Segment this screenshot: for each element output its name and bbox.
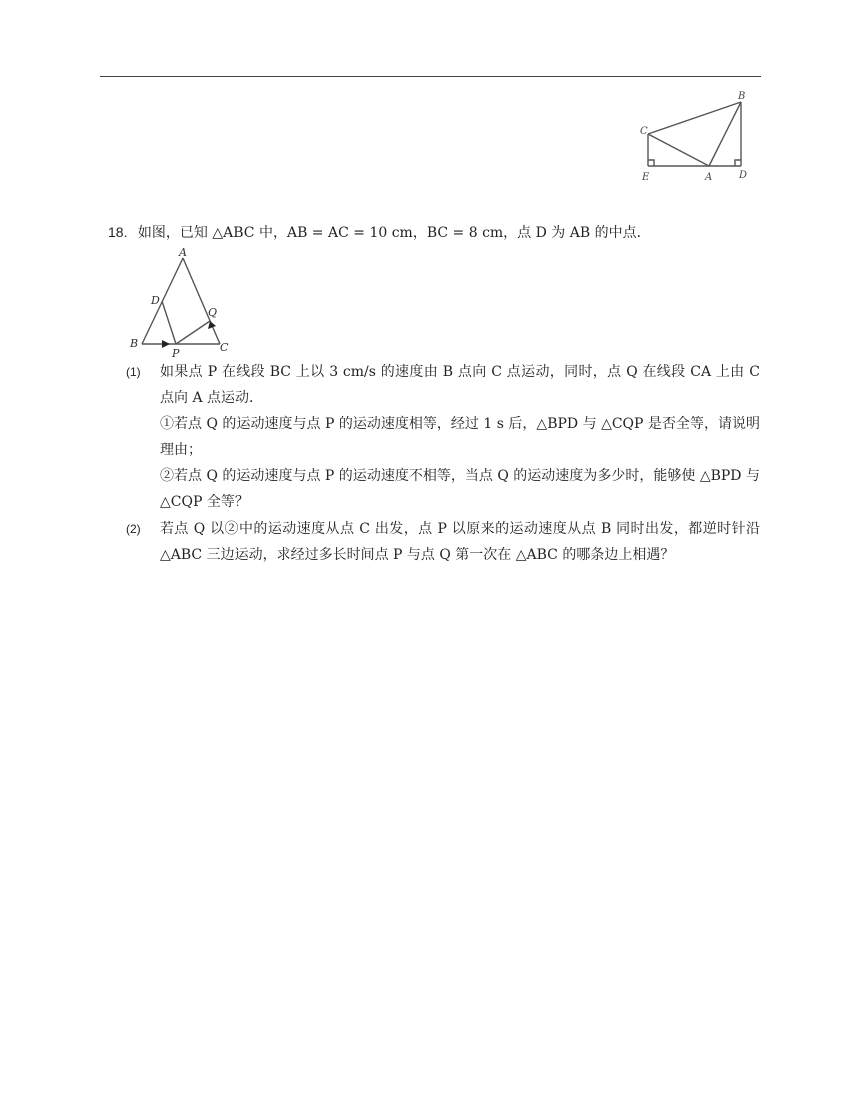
label-A: A: [705, 172, 713, 183]
label-E: E: [642, 172, 650, 183]
label-B: B: [130, 337, 139, 350]
figure-triangle: [124, 244, 236, 360]
question-stem: [108, 222, 768, 243]
label-D: D: [151, 294, 160, 307]
header-rule: [100, 76, 761, 77]
label-P: P: [172, 347, 180, 360]
label-C: C: [220, 341, 229, 354]
label-D: D: [739, 170, 748, 181]
label-C: C: [640, 126, 648, 137]
label-B: B: [738, 91, 746, 102]
label-A: A: [179, 246, 187, 259]
part-1-sub-2: ②若点 Q 的运动速度与点 P 的运动速度不相等，当点 Q 的运动速度为多少时，能够使 △BPD 与 △CQP 全等？: [160, 468, 760, 510]
part-1-number: (1): [126, 365, 141, 379]
question-number: 18.: [108, 224, 128, 240]
part-1-sub-1: ①若点 Q 的运动速度与点 P 的运动速度相等，经过 1 s 后，△BPD 与 △CQP 是否全等，请说明理由；: [160, 416, 760, 458]
question-stem-text: 如图，已知 △ABC 中，AB = AC = 10 cm，BC = 8 cm，点 D 为 AB 的中点．: [137, 225, 651, 241]
part-1-intro: 如果点 P 在线段 BC 上以 3 cm/s 的速度由 B 点向 C 点运动，同时，点 Q 在线段 CA 上由 C 点向 A 点运动．: [160, 364, 760, 406]
part-2-number: (2): [126, 522, 141, 536]
figure-quadrilateral: [636, 88, 762, 188]
part-2-text: 若点 Q 以②中的运动速度从点 C 出发，点 P 以原来的运动速度从点 B 同时出发，都逆时针沿 △ABC 三边运动，求经过多长时间点 P 与点 Q 第一次在 △ABC 的哪条边上相遇？: [160, 521, 760, 563]
label-Q: Q: [208, 306, 218, 319]
